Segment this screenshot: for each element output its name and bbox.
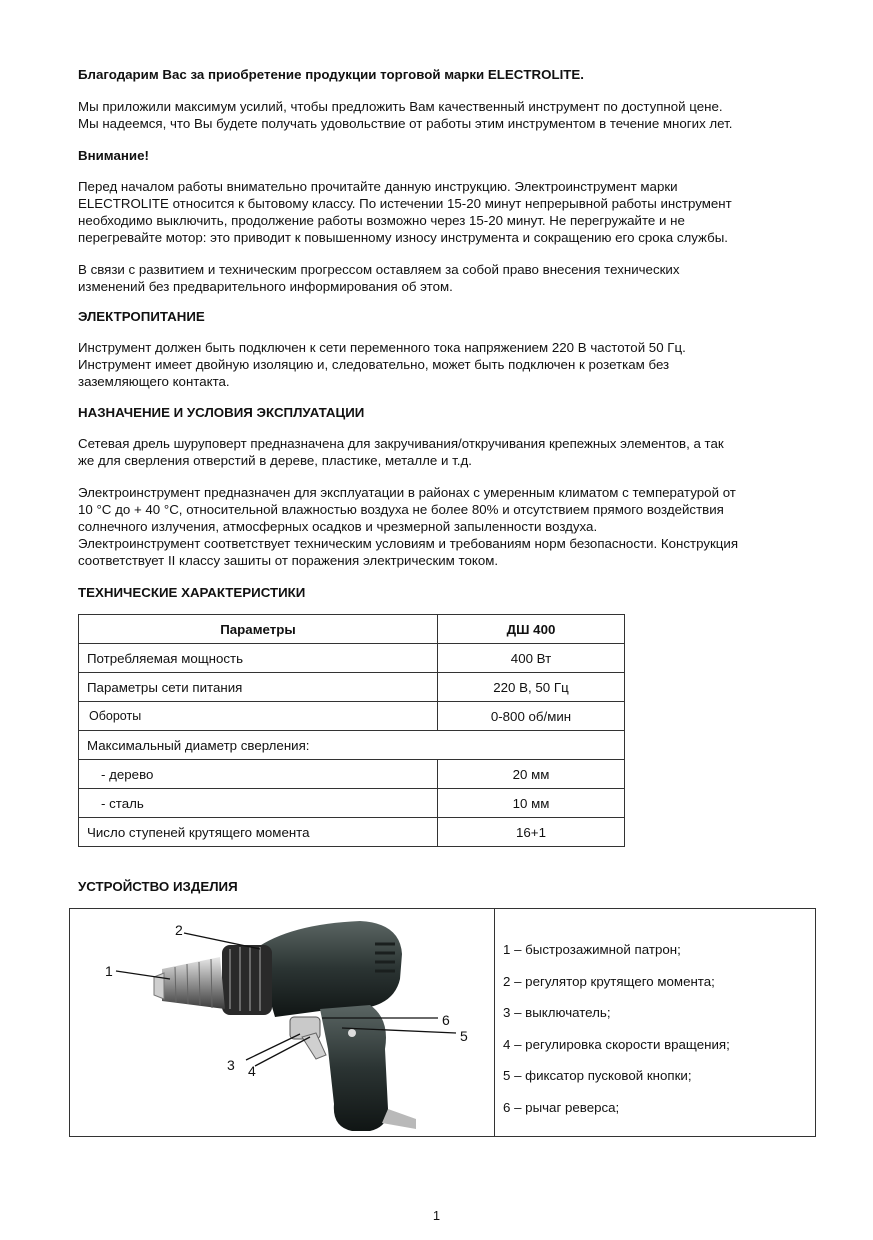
value-cell: 10 мм bbox=[438, 789, 625, 818]
power-line-3: заземляющего контакта. bbox=[78, 374, 230, 389]
power-line-2: Инструмент имеет двойную изоляцию и, следовательно, может быть подключен к розеткам без bbox=[78, 357, 670, 372]
value-cell: 20 мм bbox=[438, 760, 625, 789]
param-cell: Максимальный диаметр сверления: bbox=[79, 731, 625, 760]
rights-line-1: В связи с развитием и техническим прогрессом оставляем за собой право внесения технических bbox=[78, 262, 680, 277]
callout-3: 3 bbox=[227, 1057, 235, 1073]
table-row bbox=[79, 818, 625, 847]
table-row bbox=[79, 644, 625, 673]
column-divider bbox=[494, 909, 495, 1136]
purpose-p2-line-3: солнечного излучения, атмосферных осадков и чрезмерной запыленности воздуха. bbox=[78, 519, 598, 534]
legend-item: 5 – фиксатор пусковой кнопки; bbox=[503, 1068, 692, 1084]
purpose-p2-line-5: соответствует II классу зашиты от поражения электрическим током. bbox=[78, 553, 499, 568]
specs-heading: ТЕХНИЧЕСКИЕ ХАРАКТЕРИСТИКИ bbox=[78, 585, 306, 600]
power-line-1: Инструмент должен быть подключен к сети переменного тока напряжением 220 В частотой 50 Гц. bbox=[78, 340, 686, 355]
warning-line-2: ELECTROLITE относится к бытовому классу. По истечении 15-20 минут непрерывной работы инструмент bbox=[78, 196, 732, 211]
warning-line-4: перегревайте мотор: это приводит к повышенному износу инструмента и сокращению его срока службы. bbox=[78, 230, 728, 245]
header-model: ДШ 400 bbox=[438, 615, 625, 644]
purpose-p2-line-4: Электроинструмент соответствует техническим условиям и требованиям норм безопасности. Конструкция bbox=[78, 536, 739, 551]
param-cell: - дерево bbox=[79, 760, 438, 789]
drill-icon bbox=[70, 909, 494, 1138]
param-cell: Параметры сети питания bbox=[79, 673, 438, 702]
table-row bbox=[79, 702, 625, 731]
device-table bbox=[69, 908, 816, 1137]
legend-item: 4 – регулировка скорости вращения; bbox=[503, 1036, 730, 1052]
value-cell: 220 В, 50 Гц bbox=[438, 673, 625, 702]
warning-line-3: необходимо выключить, продолжение работы возможно через 15-20 минут. Не перегружайте и не bbox=[78, 213, 685, 228]
purpose-p2-line-2: 10 °С до + 40 °С, относительной влажностью воздуха не более 80% и отсутствием прямого воздействия bbox=[78, 502, 724, 517]
table-row bbox=[79, 760, 625, 789]
table-row bbox=[79, 789, 625, 818]
effort-line-1: Мы приложили максимум усилий, чтобы предложить Вам качественный инструмент по доступной цене. bbox=[78, 99, 723, 114]
param-cell: Обороты bbox=[79, 702, 438, 731]
purpose-p1-line-1: Сетевая дрель шуруповерт предназначена для закручивания/откручивания крепежных элементов, а так bbox=[78, 436, 724, 451]
specs-header-row bbox=[79, 615, 625, 644]
device-heading: УСТРОЙСТВО ИЗДЕЛИЯ bbox=[78, 879, 238, 894]
drill-illustration bbox=[70, 909, 494, 1138]
legend-item: 3 – выключатель; bbox=[503, 1005, 611, 1021]
callout-1: 1 bbox=[105, 963, 113, 979]
purpose-p1-line-2: же для сверления отверстий в дереве, пластике, металле и т.д. bbox=[78, 453, 472, 468]
header-parameters: Параметры bbox=[79, 615, 438, 644]
page-number: 1 bbox=[432, 1208, 441, 1223]
thanks-line: Благодарим Вас за приобретение продукции торговой марки ELECTROLITE. bbox=[78, 67, 584, 82]
rights-line-2: изменений без предварительного информирования об этом. bbox=[78, 279, 453, 294]
legend-item: 1 – быстрозажимной патрон; bbox=[503, 942, 681, 957]
param-cell: Потребляемая мощность bbox=[79, 644, 438, 673]
callout-4: 4 bbox=[248, 1063, 256, 1079]
value-cell: 400 Вт bbox=[438, 644, 625, 673]
callout-2: 2 bbox=[175, 922, 183, 938]
attention-heading: Внимание! bbox=[78, 148, 149, 163]
purpose-heading: НАЗНАЧЕНИЕ И УСЛОВИЯ ЭКСПЛУАТАЦИИ bbox=[78, 405, 365, 420]
specs-table bbox=[78, 614, 625, 847]
purpose-p2-line-1: Электроинструмент предназначен для эксплуатации в районах с умеренным климатом с температурой от bbox=[78, 485, 736, 500]
param-cell: - сталь bbox=[79, 789, 438, 818]
table-row bbox=[79, 731, 625, 760]
param-cell: Число ступеней крутящего момента bbox=[79, 818, 438, 847]
legend-item: 2 – регулятор крутящего момента; bbox=[503, 973, 715, 989]
callout-6: 6 bbox=[442, 1012, 450, 1028]
table-row bbox=[79, 673, 625, 702]
effort-line-2: Мы надеемся, что Вы будете получать удовольствие от работы этим инструментом в течение многих лет. bbox=[78, 116, 733, 131]
parts-legend bbox=[503, 941, 730, 1131]
warning-line-1: Перед началом работы внимательно прочитайте данную инструкцию. Электроинструмент марки bbox=[78, 179, 678, 194]
power-heading: ЭЛЕКТРОПИТАНИЕ bbox=[78, 309, 205, 324]
value-cell: 0-800 об/мин bbox=[438, 702, 625, 731]
callout-5: 5 bbox=[460, 1028, 468, 1044]
legend-item: 6 – рычаг реверса; bbox=[503, 1099, 620, 1115]
value-cell: 16+1 bbox=[438, 818, 625, 847]
